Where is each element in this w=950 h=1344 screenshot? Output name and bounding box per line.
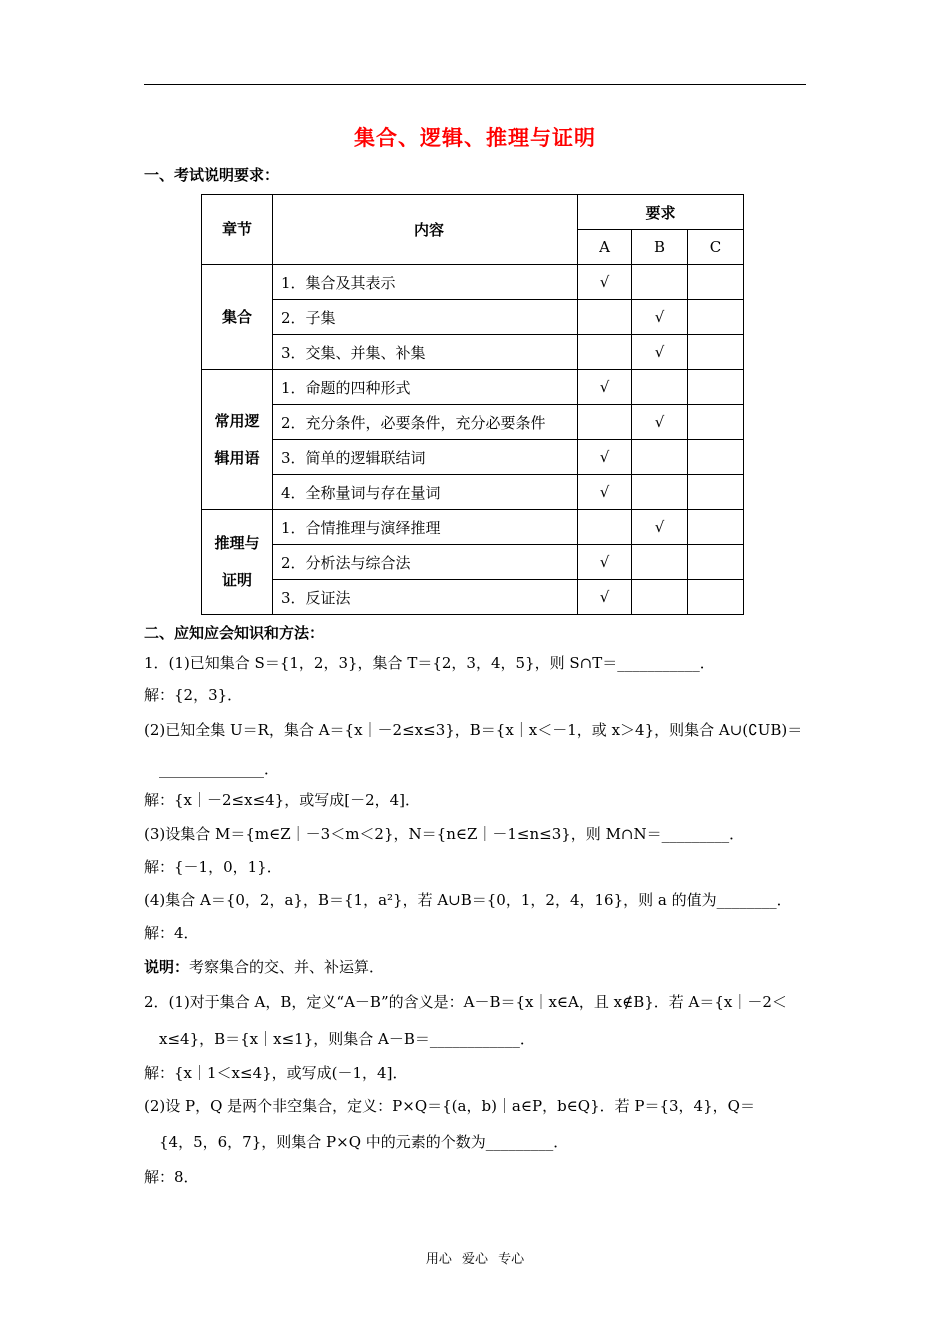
page-title: 集合、逻辑、推理与证明 (354, 126, 596, 150)
check-a-cell: √ (578, 440, 632, 475)
check-c-cell (688, 580, 744, 615)
check-c-cell (688, 370, 744, 405)
table-row (202, 475, 744, 510)
content-line: (4)集合 A＝{0，2，a}，B＝{1，a²}，若 A∪B＝{0，1，2，4，16}，则 a 的值为________． (144, 891, 792, 909)
header-requirement: 要求 (578, 195, 744, 230)
header-rule (144, 84, 806, 85)
check-b-cell: √ (632, 405, 688, 440)
check-b-cell (632, 580, 688, 615)
content-cell: 2．分析法与综合法 (273, 545, 578, 580)
table-row (202, 265, 744, 300)
content-cell: 1．命题的四种形式 (273, 370, 578, 405)
check-a-cell: √ (578, 265, 632, 300)
check-a-cell: √ (578, 545, 632, 580)
content-cell: 3．反证法 (273, 580, 578, 615)
chapter-label: 证明 (221, 571, 252, 589)
chapter-cell (202, 510, 273, 615)
table-row (202, 545, 744, 580)
check-b-cell (632, 370, 688, 405)
content-line: (2)设 P，Q 是两个非空集合，定义：P×Q＝{(a，b)｜a∈P，b∈Q}．若 P＝{3，4}，Q＝ (144, 1097, 755, 1115)
table-row (202, 370, 744, 405)
content-cell: 1．集合及其表示 (273, 265, 578, 300)
content-cell: 3．交集、并集、补集 (273, 335, 578, 370)
check-b-cell (632, 440, 688, 475)
content-line: (3)设集合 M＝{m∈Z｜－3＜m＜2}，N＝{n∈Z｜－1≤n≤3}，则 M∩N＝_________． (144, 825, 745, 843)
header-level-b: B (632, 230, 688, 265)
content-line: ______________． (144, 760, 280, 778)
check-c-cell (688, 300, 744, 335)
table-row (202, 440, 744, 475)
table-row (202, 335, 744, 370)
content-cell: 4．全称量词与存在量词 (273, 475, 578, 510)
content-line: 解：{x｜－2≤x≤4}，或写成[－2，4]． (144, 791, 421, 809)
content-line: 解：4． (144, 924, 199, 942)
check-a-cell: √ (578, 370, 632, 405)
check-c-cell (688, 545, 744, 580)
page-footer: 用心 爱心 专心 (425, 1252, 525, 1267)
content-line: {4，5，6，7}，则集合 P×Q 中的元素的个数为_________． (144, 1133, 569, 1151)
check-a-cell (578, 405, 632, 440)
check-b-cell: √ (632, 300, 688, 335)
chapter-label: 辑用语 (214, 448, 260, 467)
content-cell: 2．充分条件，必要条件，充分必要条件 (273, 405, 578, 440)
check-b-cell (632, 545, 688, 580)
content-line: 解：{2，3}． (144, 686, 243, 704)
table-row (202, 580, 744, 615)
check-c-cell (688, 335, 744, 370)
chapter-label: 常用逻 (214, 411, 260, 430)
check-c-cell (688, 510, 744, 545)
content-line: 解：8． (144, 1168, 199, 1186)
content-line: 2．(1)对于集合 A，B，定义“A－B”的含义是：A－B＝{x｜x∈A，且 x∉B}．若 A＝{x｜－2＜ (144, 993, 787, 1011)
check-b-cell (632, 265, 688, 300)
section-heading-2: 二、应知应会知识和方法： (144, 624, 325, 642)
header-content: 内容 (273, 195, 578, 265)
check-b-cell: √ (632, 335, 688, 370)
section-heading-1: 一、考试说明要求： (144, 166, 280, 184)
check-c-cell (688, 440, 744, 475)
check-b-cell: √ (632, 510, 688, 545)
note-label: 说明： (144, 958, 190, 976)
content-cell: 2．子集 (273, 300, 578, 335)
table-header-row (202, 195, 744, 230)
chapter-label: 集合 (221, 307, 252, 326)
header-level-a: A (578, 230, 632, 265)
content-cell: 3．简单的逻辑联结词 (273, 440, 578, 475)
check-a-cell (578, 335, 632, 370)
check-c-cell (688, 405, 744, 440)
content-line: x≤4}，B＝{x｜x≤1}，则集合 A－B＝____________． (144, 1030, 535, 1048)
content-line: 1．(1)已知集合 S＝{1，2，3}，集合 T＝{2，3，4，5}，则 S∩T＝___________． (144, 654, 715, 672)
content-line: (2)已知全集 U＝R，集合 A＝{x｜－2≤x≤3}，B＝{x｜x＜－1，或 x＞4}，则集合 A∪(∁UB)＝ (144, 721, 803, 739)
table-row (202, 510, 744, 545)
check-c-cell (688, 475, 744, 510)
check-a-cell: √ (578, 475, 632, 510)
check-c-cell (688, 265, 744, 300)
content-cell: 1．合情推理与演绎推理 (273, 510, 578, 545)
table-row (202, 405, 744, 440)
check-a-cell: √ (578, 580, 632, 615)
chapter-cell (202, 370, 273, 510)
note-text: 考察集合的交、并、补运算． (189, 958, 385, 976)
table-row (202, 300, 744, 335)
check-b-cell (632, 475, 688, 510)
chapter-label: 推理与 (214, 534, 260, 552)
content-line: 解：{x｜1＜x≤4}，或写成(－1，4]． (144, 1064, 408, 1082)
check-a-cell (578, 510, 632, 545)
requirements-table (201, 194, 744, 615)
chapter-cell (202, 265, 273, 370)
content-line: 解：{－1，0，1}． (144, 858, 282, 876)
content-line (144, 956, 824, 978)
check-a-cell (578, 300, 632, 335)
header-level-c: C (688, 230, 744, 265)
header-chapter: 章节 (202, 195, 273, 265)
